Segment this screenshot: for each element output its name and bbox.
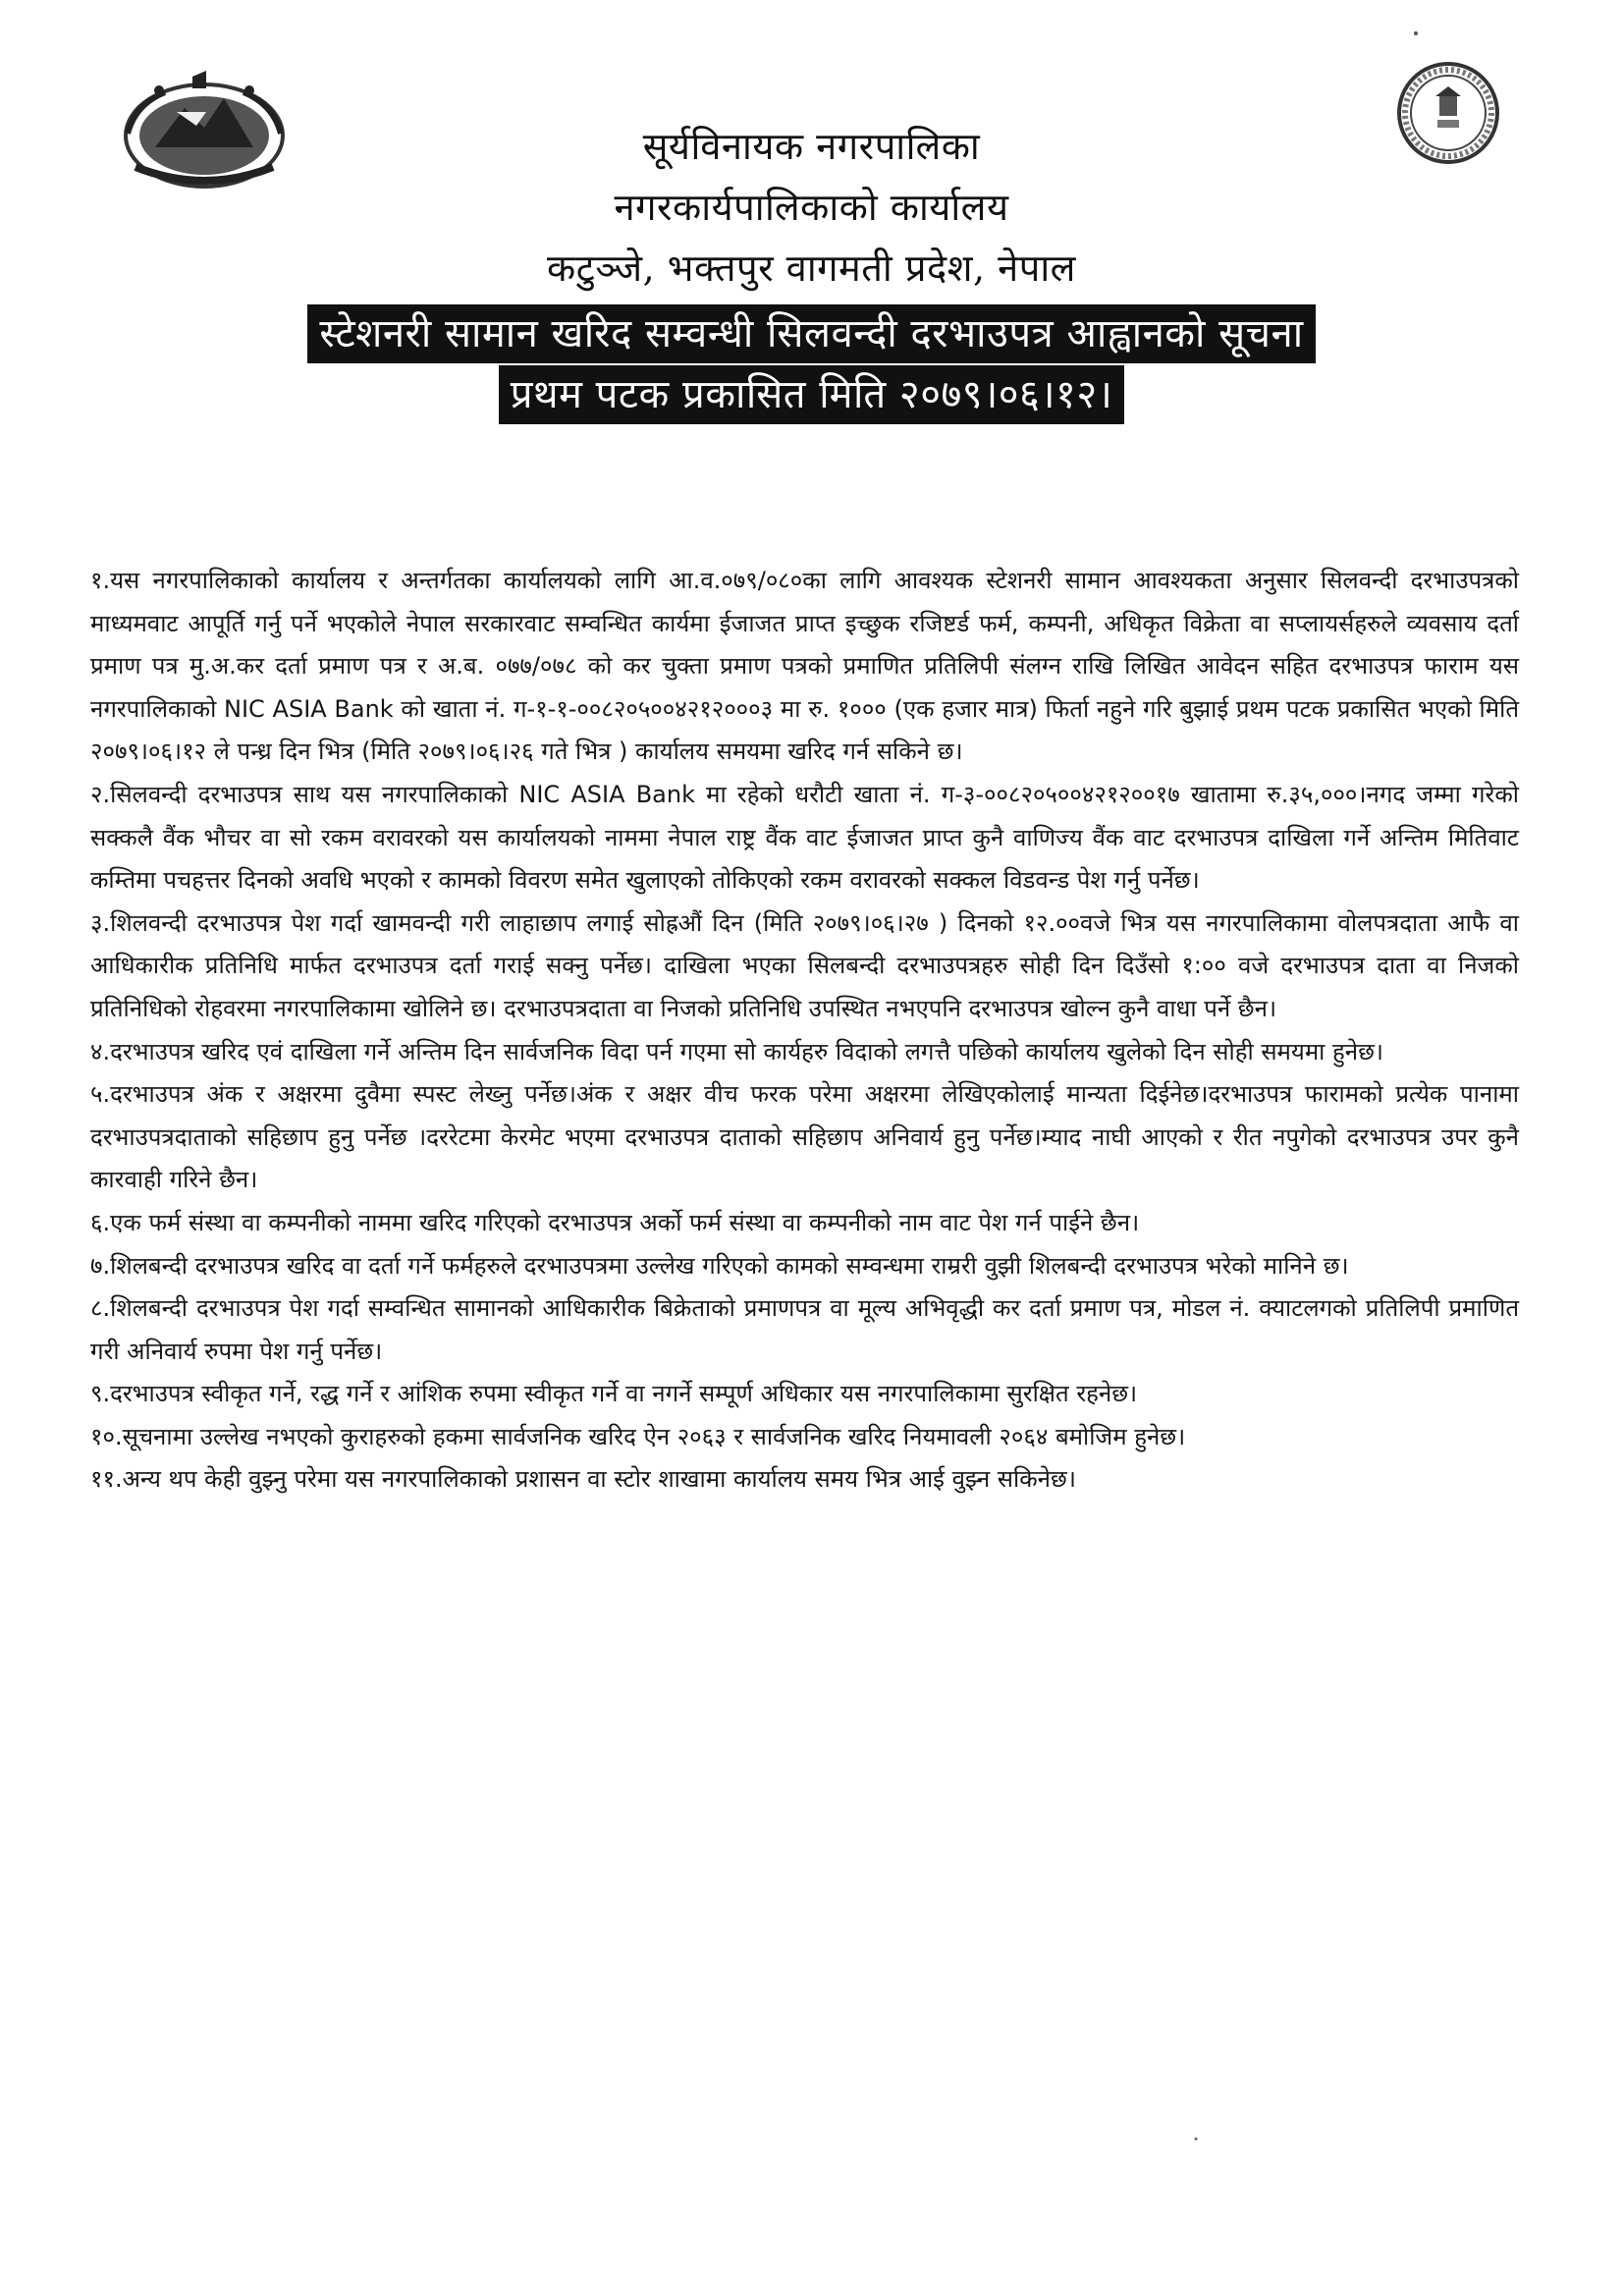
clause-3: ३.शिलवन्दी दरभाउपत्र पेश गर्दा खामवन्दी गरी लाहाछाप लगाई सोह्रऔं दिन (मिति २०७९।०६।२७ ) दिनको १२.००वजे भित्र यस नगरपालिकामा वोलपत्रदाता आफै वा आधिकारीक प्रतिनिधि मार्फत दरभाउपत्र दर्ता गराई सक्नु पर्नेछ। दाखिला भएका सिलबन्दी दरभाउपत्रहरु सोही दिन दिउँसो १:०० वजे दरभाउपत्र दाता वा निजको प्रतिनिधिको रोहवरमा नगरपालिकामा खोलिने छ। दरभाउपत्रदाता वा निजको प्रतिनिधि उपस्थित नभएपनि दरभाउपत्र खोल्न कुनै वाधा पर्ने छैन। xyxy=(90,908,1519,1022)
clause-10: १०.सूचनामा उल्लेख नभएको कुराहरुको हकमा सार्वजनिक खरिद ऐन २०६३ र सार्वजनिक खरिद नियमावली २०६४ बमोजिम हुनेछ। xyxy=(90,1422,1186,1450)
publish-date-line: प्रथम पटक प्रकासित मिति २०७९।०६।१२। xyxy=(499,365,1125,424)
municipality-name: सूर्यविनायक नगरपालिका xyxy=(642,125,981,168)
office-header xyxy=(0,116,1623,424)
notice-title: स्टेशनरी सामान खरिद सम्वन्धी सिलवन्दी दरभाउपत्र आह्वानको सूचना xyxy=(307,304,1315,363)
scan-mark xyxy=(1193,2136,1199,2142)
clause-4: ४.दरभाउपत्र खरिद एवं दाखिला गर्ने अन्तिम दिन सार्वजनिक विदा पर्न गएमा सो कार्यहरु विदाको लगत्तै पछिको कार्यालय खुलेको दिन सोही समयमा हुनेछ। xyxy=(90,1037,1384,1066)
clause-5: ५.दरभाउपत्र अंक र अक्षरमा दुवैमा स्पस्ट लेख्नु पर्नेछ।अंक र अक्षर वीच फरक परेमा अक्षरमा लेखिएकोलाई मान्यता दिईनेछ।दरभाउपत्र फारामको प्रत्येक पानामा दरभाउपत्रदाताको सहिछाप हुनु पर्नेछ ।दररेटमा केरमेट भएमा दरभाउपत्र दाताको सहिछाप अनिवार्य हुनु पर्नेछ।म्याद नाघी आएको र रीत नपुगेको दरभाउपत्र उपर कुनै कारवाही गरिने छैन। xyxy=(90,1080,1519,1194)
scan-mark xyxy=(1412,29,1420,37)
clause-9: ९.दरभाउपत्र स्वीकृत गर्ने, रद्ध गर्ने र आंशिक रुपमा स्वीकृत गर्ने वा नगर्ने सम्पूर्ण अधिकार यस नगरपालिकामा सुरक्षित रहनेछ। xyxy=(90,1380,1138,1408)
clause-1: १.यस नगरपालिकाको कार्यालय र अन्तर्गतका कार्यालयको लागि आ.व.०७९/०८०का लागि आवश्यक स्टेशनरी सामान आवश्यकता अनुसार सिलवन्दी दरभाउपत्रको माध्यमवाट आपूर्ति गर्नु पर्ने भएकोले नेपाल सरकारवाट सम्वन्धित कार्यमा ईजाजत प्राप्त इच्छुक रजिष्टर्ड फर्म, कम्पनी, अधिकृत विक्रेता वा सप्लायर्सहरुले व्यवसाय दर्ता प्रमाण पत्र मु.अ.कर दर्ता प्रमाण पत्र र अ.ब. ०७७/०७८ को कर चुक्ता प्रमाण पत्रको प्रमाणित प्रतिलिपी संलग्न राखि लिखित आवेदन सहित दरभाउपत्र फाराम यस नगरपालिकाको NIC ASIA Bank को खाता नं. ग-१-१-००८२०५००४२१२०००३ मा रु. १००० (एक हजार मात्र) फिर्ता नहुने गरि बुझाई प्रथम पटक प्रकासित भएको मिति २०७९।०६।१२ ले पन्ध्र दिन भित्र (मिति २०७९।०६।२६ गते भित्र ) कार्यालय समयमा खरिद गर्न सकिने छ। xyxy=(90,567,1519,766)
notice-body xyxy=(90,560,1519,1502)
office-address: कटुञ्जे, भक्तपुर वागमती प्रदेश, नेपाल xyxy=(547,246,1076,290)
clause-11: ११.अन्य थप केही वुझ्नु परेमा यस नगरपालिकाको प्रशासन वा स्टोर शाखामा कार्यालय समय भित्र आई वुझ्न सकिनेछ। xyxy=(90,1465,1076,1494)
office-name: नगरकार्यपालिकाको कार्यालय xyxy=(614,186,1009,229)
clause-2: २.सिलवन्दी दरभाउपत्र साथ यस नगरपालिकाको NIC ASIA Bank मा रहेको धरौटी खाता नं. ग-३-००८२०५००४२१२००१७ खातामा रु.३५,०००।नगद जम्मा गरेको सक्कलै वैंक भौचर वा सो रकम वरावरको यस कार्यालयको नाममा नेपाल राष्ट्र वैंक वाट ईजाजत प्राप्त कुनै वाणिज्य वैंक वाट दरभाउपत्र दाखिला गर्ने अन्तिम मितिवाट कम्तिमा पचहत्तर दिनको अवधि भएको र कामको विवरण समेत खुलाएको तोकिएको रकम वरावरको सक्कल विडवन्ड पेश गर्नु पर्नेछ। xyxy=(90,780,1519,895)
clause-6: ६.एक फर्म संस्था वा कम्पनीको नाममा खरिद गरिएको दरभाउपत्र अर्को फर्म संस्था वा कम्पनीको नाम वाट पेश गर्न पाईने छैन। xyxy=(90,1208,1140,1236)
clause-7: ७.शिलबन्दी दरभाउपत्र खरिद वा दर्ता गर्ने फर्महरुले दरभाउपत्रमा उल्लेख गरिएको कामको सम्वन्धमा राम्ररी वुझी शिलबन्दी दरभाउपत्र भरेको मानिने छ। xyxy=(90,1251,1349,1280)
clause-8: ८.शिलबन्दी दरभाउपत्र पेश गर्दा सम्वन्धित सामानको आधिकारीक बिक्रेताको प्रमाणपत्र वा मूल्य अभिवृद्धी कर दर्ता प्रमाण पत्र, मोडल नं. क्याटलगको प्रतिलिपी प्रमाणित गरी अनिवार्य रुपमा पेश गर्नु पर्नेछ। xyxy=(90,1294,1519,1365)
